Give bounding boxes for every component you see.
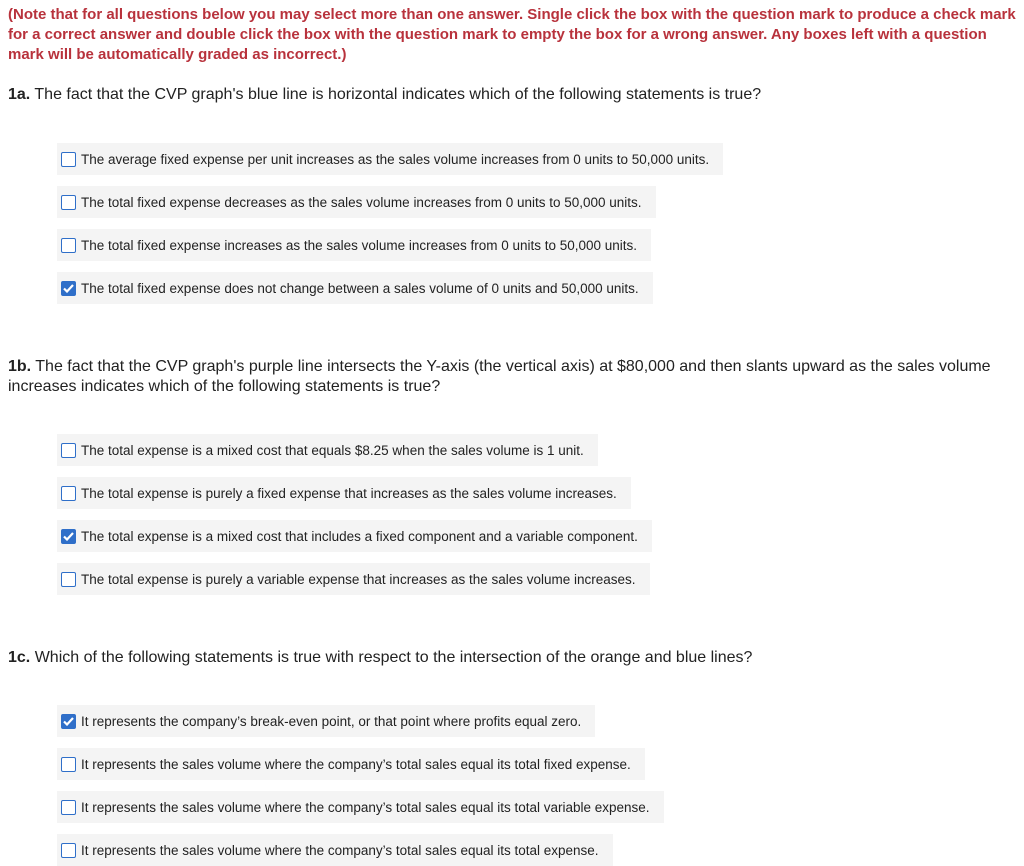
checkbox[interactable] xyxy=(61,529,76,544)
option-label: The total fixed expense does not change between a sales volume of 0 units and 50,000 units. xyxy=(81,280,639,296)
option-1b-4[interactable] xyxy=(57,563,650,595)
option-1a-2[interactable] xyxy=(57,186,656,218)
question-1a xyxy=(8,85,1008,105)
question-text: The fact that the CVP graph's blue line is horizontal indicates which of the following statements is true? xyxy=(30,86,762,103)
checkbox[interactable] xyxy=(61,572,76,587)
checkbox[interactable] xyxy=(61,238,76,253)
checkbox[interactable] xyxy=(61,800,76,815)
checkbox[interactable] xyxy=(61,843,76,858)
option-label: It represents the sales volume where the company’s total sales equal its total variable expense. xyxy=(81,799,650,815)
option-1c-2[interactable] xyxy=(57,748,645,780)
option-1b-1[interactable] xyxy=(57,434,598,466)
option-label: The total expense is a mixed cost that equals $8.25 when the sales volume is 1 unit. xyxy=(81,442,584,458)
instructions-note: (Note that for all questions below you may select more than one answer. Single click the box with the question mark to produce a check mark for a correct answer and double click the box with the question mark to empty the box for a wrong answer. Any boxes left with a question mark will be automatically graded as incorrect.) xyxy=(8,6,1016,63)
option-label: The total fixed expense increases as the sales volume increases from 0 units to 50,000 units. xyxy=(81,237,638,253)
checkbox[interactable] xyxy=(61,152,76,167)
option-label: The total expense is purely a variable expense that increases as the sales volume increases. xyxy=(81,571,636,587)
option-label: The total expense is purely a fixed expense that increases as the sales volume increases. xyxy=(81,485,617,501)
option-label: The total fixed expense decreases as the sales volume increases from 0 units to 50,000 units. xyxy=(81,194,642,210)
option-label: It represents the sales volume where the company’s total sales equal its total fixed expense. xyxy=(81,756,631,772)
checkbox[interactable] xyxy=(61,443,76,458)
checkbox[interactable] xyxy=(61,195,76,210)
option-1b-3[interactable] xyxy=(57,520,652,552)
question-1b xyxy=(8,357,1008,397)
option-label: The total expense is a mixed cost that includes a fixed component and a variable component. xyxy=(81,528,638,544)
option-label: It represents the sales volume where the company’s total sales equal its total expense. xyxy=(81,842,599,858)
option-1c-4[interactable] xyxy=(57,834,613,866)
option-label: The average fixed expense per unit increases as the sales volume increases from 0 units to 50,000 units. xyxy=(81,151,710,167)
question-1c xyxy=(8,648,1008,668)
option-1c-3[interactable] xyxy=(57,791,664,823)
option-1b-2[interactable] xyxy=(57,477,631,509)
option-1c-1[interactable] xyxy=(57,705,595,737)
option-1a-1[interactable] xyxy=(57,143,723,175)
question-number: 1b. xyxy=(8,358,32,375)
option-1a-3[interactable] xyxy=(57,229,651,261)
checkbox[interactable] xyxy=(61,281,76,296)
checkbox[interactable] xyxy=(61,757,76,772)
checkbox[interactable] xyxy=(61,486,76,501)
option-1a-4[interactable] xyxy=(57,272,653,304)
question-text: The fact that the CVP graph's purple line intersects the Y-axis (the vertical axis) at $80,000 and then slants upward as the sales volume increases indicates which of the following statements is true? xyxy=(8,358,991,395)
question-number: 1c. xyxy=(8,649,31,666)
checkbox[interactable] xyxy=(61,714,76,729)
option-label: It represents the company’s break-even point, or that point where profits equal zero. xyxy=(81,713,582,729)
question-text: Which of the following statements is true with respect to the intersection of the orange and blue lines? xyxy=(30,649,753,666)
question-number: 1a. xyxy=(8,86,31,103)
